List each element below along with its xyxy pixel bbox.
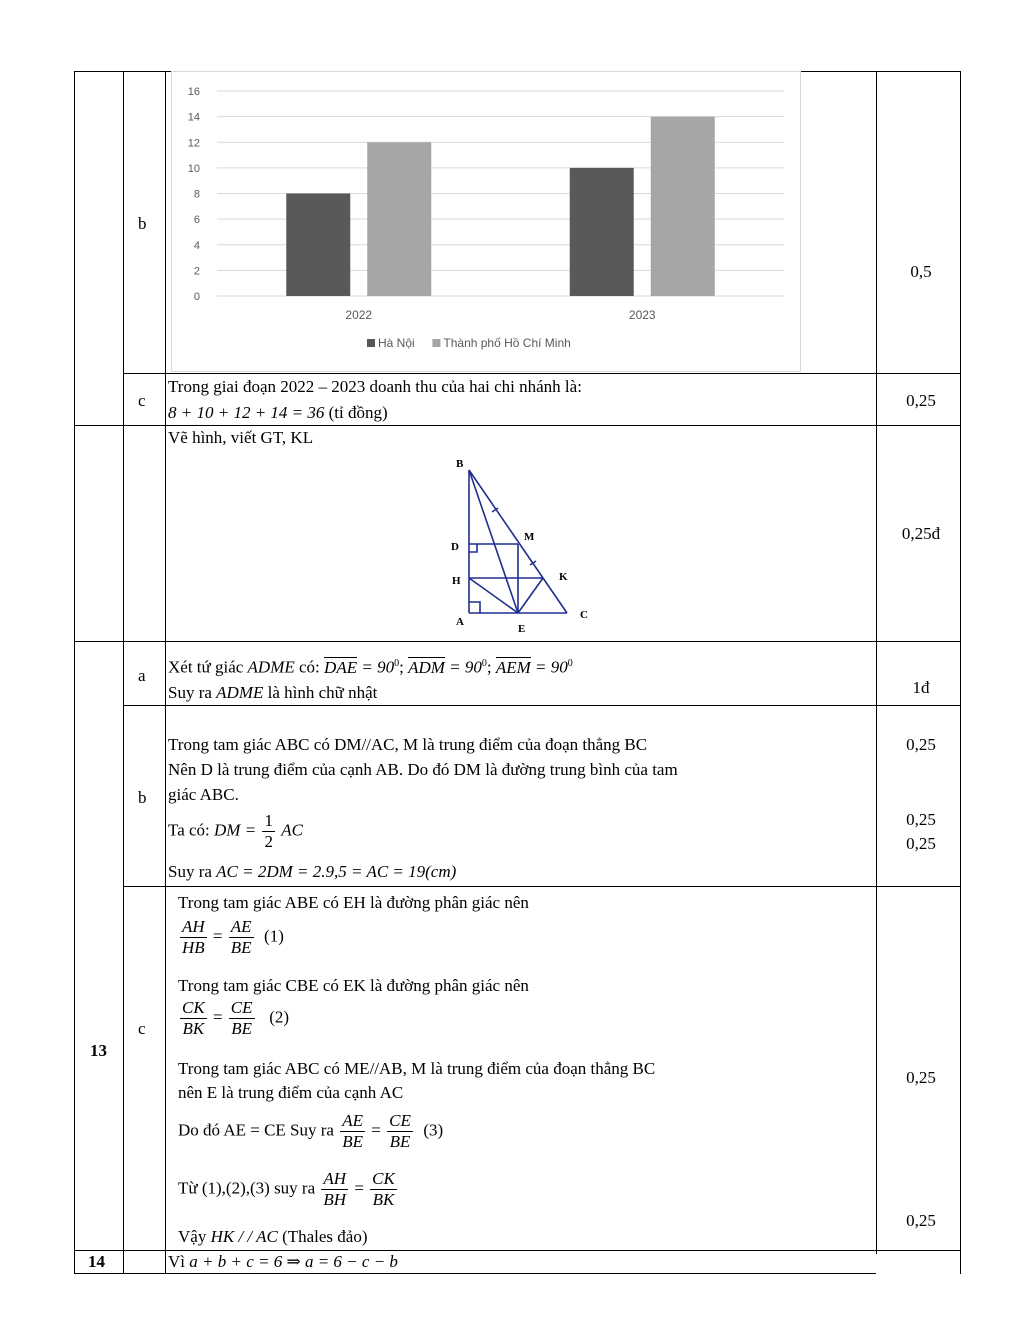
f3-n2: CE (389, 1111, 411, 1130)
q13c-line4: nên E là trung điểm của cạnh AC (178, 1083, 404, 1102)
label-k: K (559, 571, 568, 583)
bar (651, 117, 715, 296)
q13c-vay: Vậy (178, 1227, 207, 1246)
q13b-expr: AC = 2DM = 2.9,5 = AC = 19(cm) (216, 862, 457, 881)
q13c-score2: 0,25 (906, 1211, 936, 1230)
bar-chart-svg (172, 72, 800, 371)
f2-n1: CK (182, 998, 205, 1017)
q13b-suyra: Suy ra (168, 862, 212, 881)
x-tick-label: 2023 (628, 308, 656, 322)
q13a-line2-quad: ADME (216, 683, 264, 702)
q13c-f2-right (229, 998, 255, 1039)
q13b-dm: DM = (214, 820, 257, 840)
row-b-score: 0,5 (910, 262, 932, 281)
y-tick-label: 4 (193, 239, 200, 252)
label-c: C (580, 609, 588, 621)
q13c-line5: Do đó AE = CE Suy ra $\frac{AE}{BE}$ = $\frac{CE}{BE}$ (3) (178, 1111, 444, 1151)
q13a-mid: có: (299, 657, 320, 677)
q13b-half (262, 811, 275, 852)
q14-line1 (168, 1252, 398, 1272)
label-h: H (452, 575, 461, 587)
y-tick-label: 6 (193, 214, 200, 227)
q13a-angle1: DAE (324, 657, 358, 677)
label-a: A (456, 616, 464, 628)
q13c-line7 (178, 1227, 368, 1247)
q13a-score: 1đ (912, 678, 930, 697)
q13a-eq3: = 90 (535, 657, 568, 677)
q13a-line2-suffix: là hình chữ nhật (267, 683, 378, 702)
q13b-score3: 0,25 (906, 834, 936, 853)
q13c-f3-left (340, 1111, 365, 1152)
label-e: E (518, 623, 526, 635)
question-14-number: 14 (88, 1252, 105, 1271)
q13a-quad: ADME (247, 657, 295, 677)
y-tick-label: 8 (193, 188, 200, 201)
q13c-line5-prefix: Do đó AE = CE Suy ra (178, 1120, 334, 1140)
q13c-f4-left (321, 1169, 348, 1210)
q13b-score2: 0,25 (906, 810, 936, 829)
q13b-line1: Trong tam giác ABC có DM//AC, M là trung điểm của đoạn thẳng BC (168, 735, 648, 754)
q13b-taco: Ta có: (168, 820, 210, 840)
q13b-line5 (168, 862, 456, 882)
q13c-f3-right (387, 1111, 413, 1152)
row-b-label: b (138, 214, 147, 233)
y-tick-label: 0 (193, 291, 200, 303)
q13c-hk-ac: HK / / AC (210, 1227, 278, 1246)
q13b-half-den: 2 (264, 832, 273, 851)
q13a-deg2: 0 (481, 658, 487, 669)
q13c-score1: 0,25 (906, 1068, 936, 1087)
legend-swatch (367, 339, 375, 347)
f3-tag: (3) (423, 1120, 444, 1140)
q13c-f1-right (229, 917, 254, 958)
y-tick-label: 14 (187, 111, 200, 124)
f2-d2: BE (231, 1019, 253, 1038)
row-c-line1: Trong giai đoạn 2022 – 2023 doanh thu của hai chi nhánh là: (168, 377, 582, 396)
q13a-line1: Xét tứ giác ADME có: DAE = $90^0$; ADM = $90^0$; AEM = $90^0$ (168, 657, 573, 677)
label-d: D (451, 541, 459, 553)
q13a-eq2: = 90 (449, 657, 482, 677)
figure-heading: Vẽ hình, viết GT, KL (168, 428, 314, 447)
q13b-line4 (168, 811, 303, 852)
q13a-eq1: = 90 (361, 657, 395, 677)
f1-d1: HB (182, 938, 205, 957)
q13b-ac: AC (281, 820, 303, 840)
q13c-frac1: $\frac{AH}{HB}$ = $\frac{AE}{BE}$ (1) (182, 917, 284, 957)
q13a-angle3: AEM (495, 657, 531, 677)
q13b-line3: giác ABC. (168, 785, 239, 804)
q14-expr: a + b + c = 6 ⇒ a = 6 − c − b (189, 1252, 398, 1271)
q13a-deg1: 0 (394, 658, 400, 669)
f2-tag: (2) (269, 1007, 290, 1027)
q13b-line2: Nên D là trung điểm của cạnh AB. Do đó DM là đường trung bình của tam (168, 760, 678, 779)
q13c-line3: Trong tam giác ABC có ME//AB, M là trung điểm của đoạn thẳng BC (178, 1059, 656, 1078)
legend-label: Hà Nội (378, 336, 415, 350)
q13a-deg3: 0 (567, 658, 573, 669)
f1-n1: AH (182, 917, 205, 936)
geometry-figure (440, 452, 600, 637)
segment-be (469, 470, 518, 613)
y-tick-label: 10 (187, 162, 200, 175)
x-tick-label: 2022 (345, 308, 373, 322)
bar (367, 142, 431, 296)
y-tick-label: 16 (187, 86, 200, 98)
q13c-f1-left (180, 917, 207, 958)
f1-n2: AE (230, 917, 252, 936)
f4-d1: BH (323, 1190, 347, 1209)
q13c-f2-left (180, 998, 207, 1039)
f4-n1: AH (323, 1169, 347, 1188)
q13b-score1: 0,25 (906, 735, 936, 754)
segment-he (469, 578, 518, 613)
f3-n1: AE (342, 1111, 364, 1130)
q13a-label: a (138, 666, 146, 685)
f4-d2: BK (372, 1190, 395, 1209)
f2-n2: CE (230, 998, 253, 1017)
legend-swatch (432, 339, 440, 347)
f4-n2: CK (372, 1169, 395, 1188)
revenue-unit: (tỉ đồng) (328, 403, 388, 422)
q13c-f4-right (370, 1169, 397, 1210)
q13c-line6-prefix: Từ (1),(2),(3) suy ra (178, 1178, 316, 1198)
f1-d2: BE (230, 938, 252, 957)
q13b-half-num: 1 (264, 811, 273, 830)
q13a-line2-prefix: Suy ra (168, 683, 212, 702)
bar (570, 168, 634, 296)
question-13-number: 13 (90, 1041, 107, 1060)
legend-label: Thành phố Hồ Chí Minh (443, 336, 571, 350)
q14-vi: Vì (168, 1252, 185, 1271)
q13c-line2: Trong tam giác CBE có EK là đường phân giác nên (178, 976, 529, 995)
q13b-label: b (138, 788, 147, 807)
q13c-label: c (138, 1019, 146, 1038)
row-c-label: c (138, 391, 146, 410)
right-angle-d (469, 544, 477, 552)
f1-tag: (1) (264, 926, 284, 946)
q13a-line2 (168, 683, 377, 703)
label-b: B (456, 458, 464, 470)
bar-chart (171, 71, 801, 372)
q13c-line6: Từ (1),(2),(3) suy ra $\frac{AH}{BH}$ = $\frac{CK}{BK}$ (178, 1169, 395, 1209)
f3-d2: BE (389, 1132, 411, 1151)
figure-score: 0,25đ (901, 524, 941, 543)
f3-d1: BE (342, 1132, 364, 1151)
label-m: M (524, 531, 535, 543)
q13c-frac2: $\frac{CK}{BK}$ = $\frac{CE}{BE}$ (2) (182, 998, 290, 1038)
q13c-line1: Trong tam giác ABE có EH là đường phân giác nên (178, 893, 529, 912)
q13a-prefix: Xét tứ giác (168, 657, 244, 677)
bar (286, 194, 350, 297)
q13a-angle2: ADM (408, 657, 445, 677)
f2-d1: BK (182, 1019, 205, 1038)
y-tick-label: 12 (187, 137, 200, 150)
segment-ke (518, 578, 543, 613)
row-c-line2 (168, 403, 388, 423)
row-c-score: 0,25 (906, 391, 936, 410)
right-angle-a (469, 602, 480, 613)
revenue-sum-expr: 8 + 10 + 12 + 14 = 36 (168, 403, 325, 422)
q13c-thales: (Thales đảo) (282, 1227, 368, 1246)
y-tick-label: 2 (193, 265, 200, 278)
